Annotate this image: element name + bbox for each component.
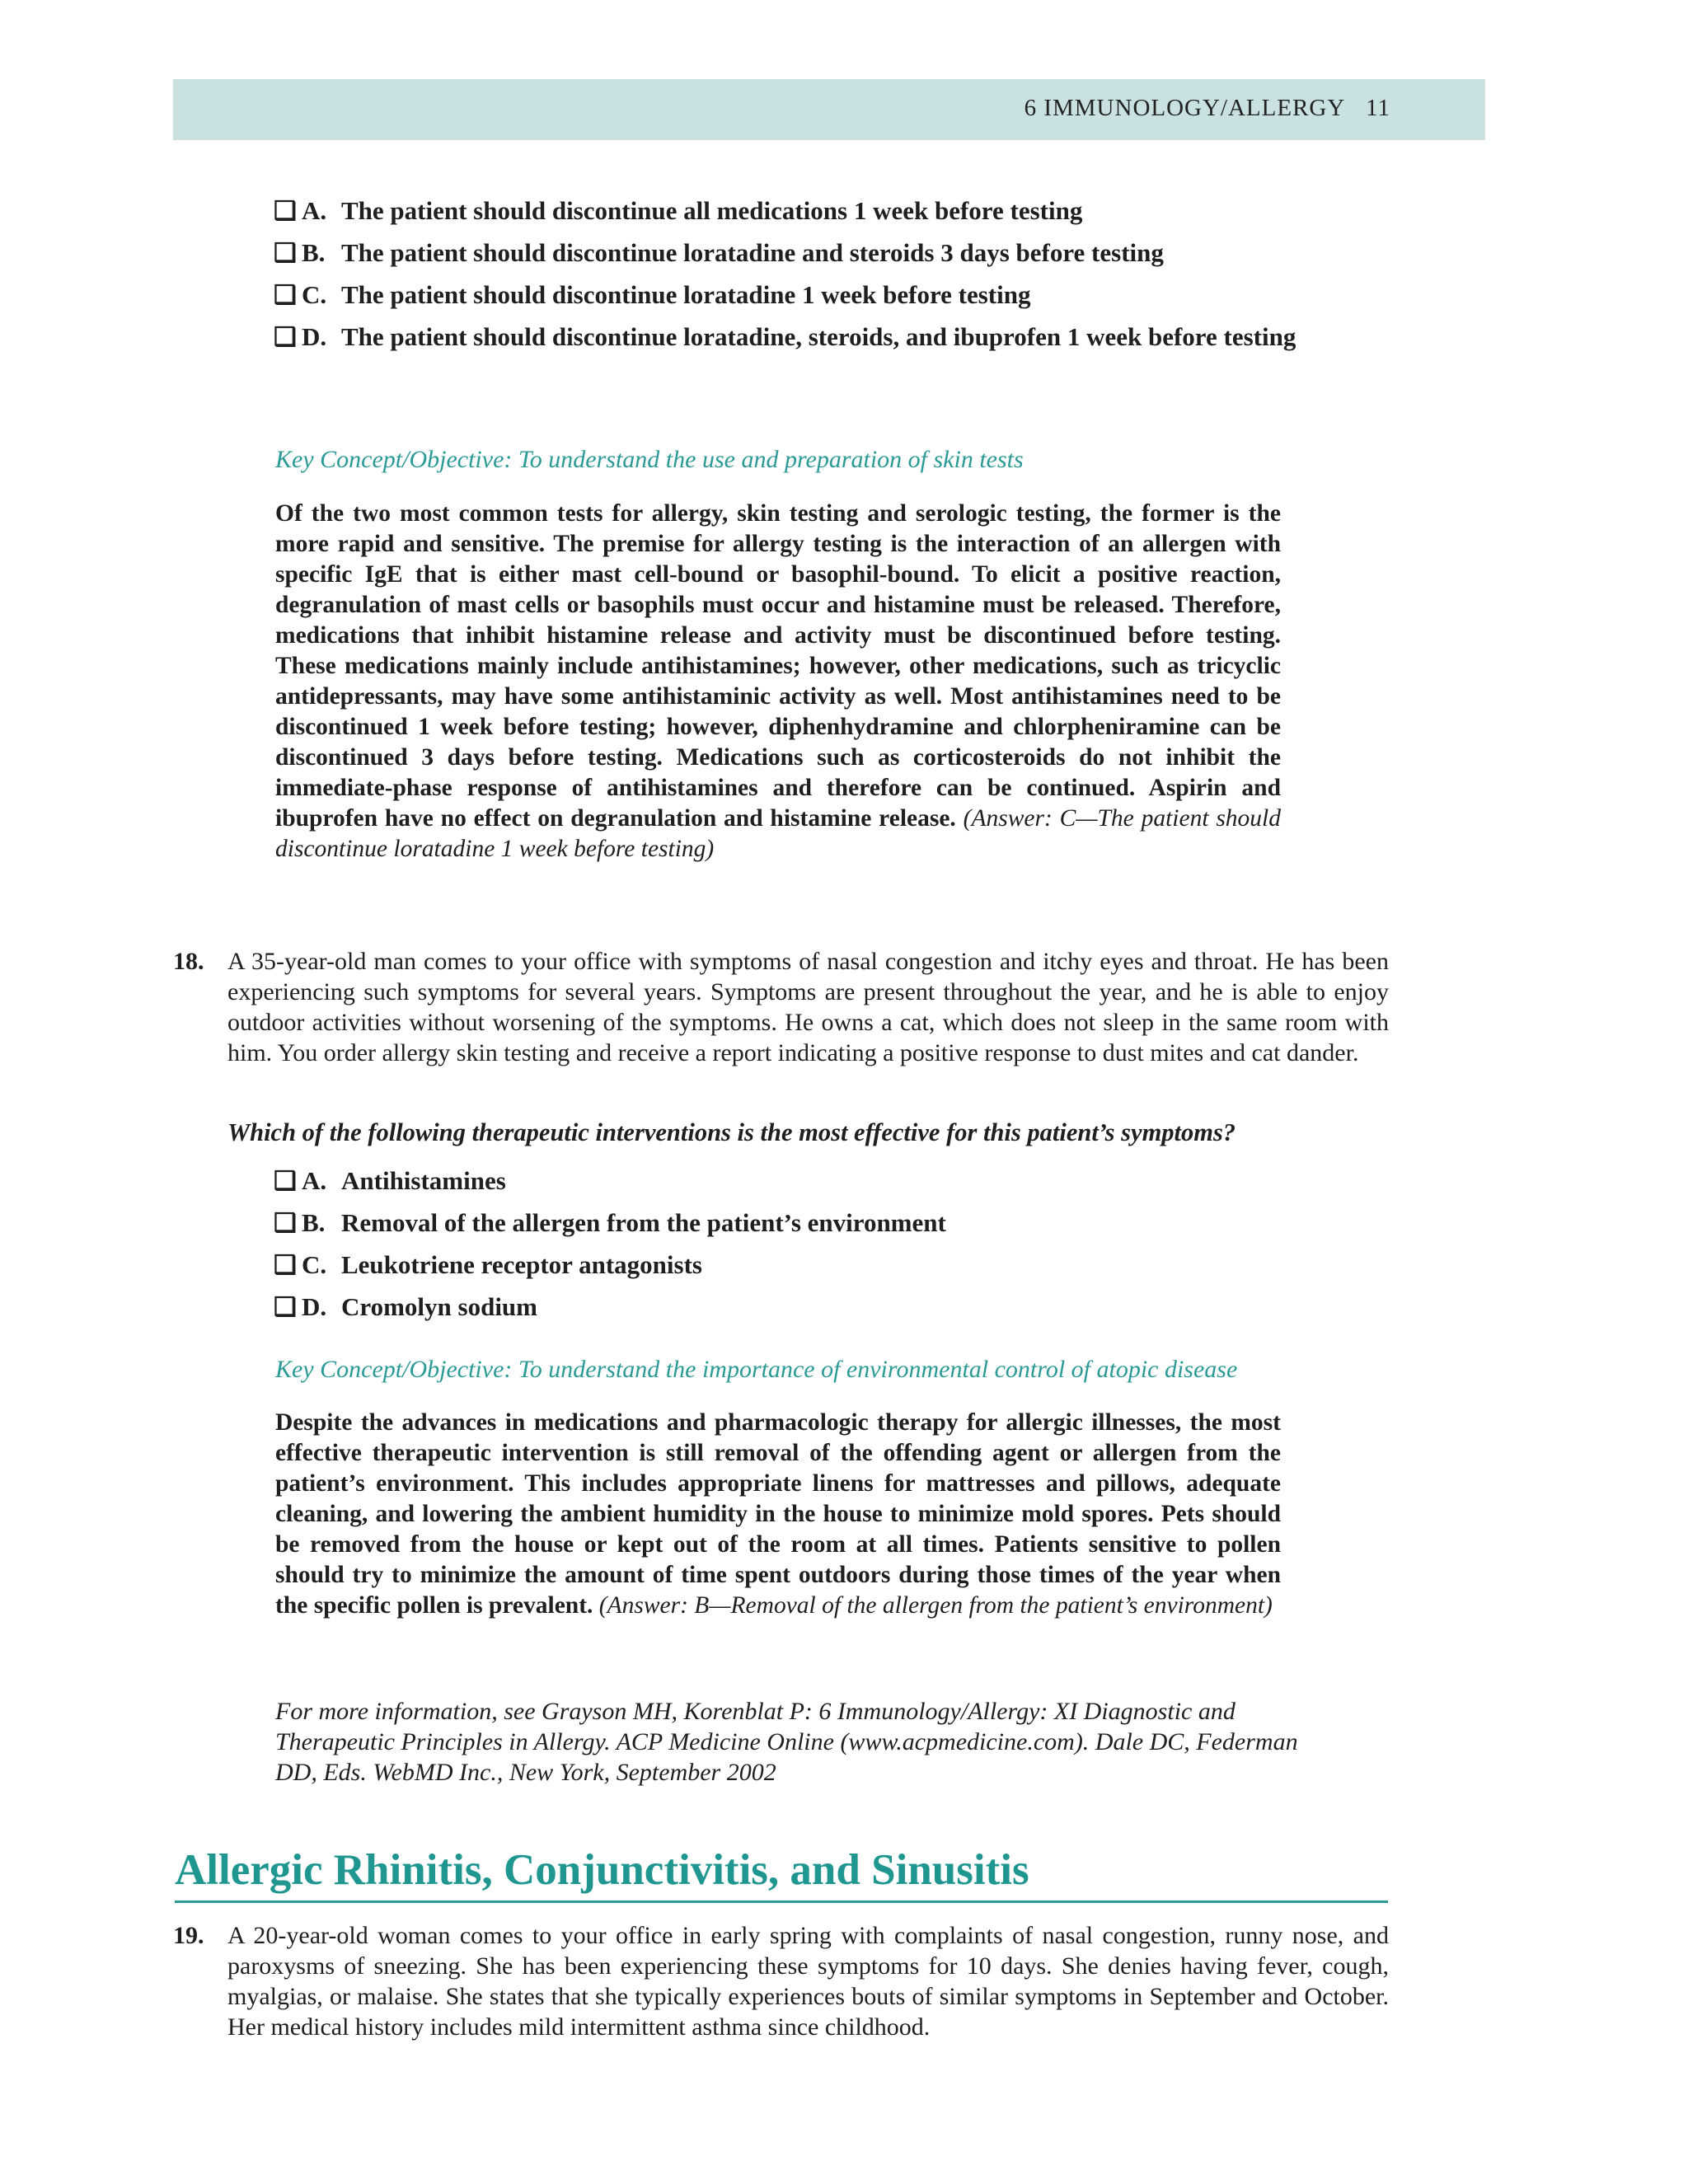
option-text: The patient should discontinue loratadine, steroids, and ibuprofen 1 week before testing xyxy=(341,322,1296,351)
question-stem: A 20-year-old woman comes to your office in early spring with complaints of nasal congestion, runny nose, and paroxysms of sneezing. She has been experiencing these symptoms for 10 days. She denies having fever, cough, myalgias, or malaise. She states that she typically experiences bouts of similar symptoms in September and October. Her medical history includes mild intermittent asthma since childhood. xyxy=(227,1922,1389,2041)
option-text: Leukotriene receptor antagonists xyxy=(341,1250,702,1279)
q17-option-c[interactable] xyxy=(274,279,1312,310)
answer-text: (Answer: B—Removal of the allergen from the patient’s environment) xyxy=(598,1592,1273,1619)
section-heading: Allergic Rhinitis, Conjunctivitis, and Sinusitis xyxy=(175,1846,1029,1894)
option-text: Antihistamines xyxy=(341,1166,506,1195)
option-letter: B. xyxy=(302,238,326,267)
option-letter: D. xyxy=(302,322,327,351)
explanation-text: Of the two most common tests for allergy, skin testing and serologic testing, the former is the more rapid and sensitive. The premise for allergy testing is the interaction of an allergen with specific IgE that is either mast cell-bound or basophil-bound. To elicit a positive reaction, degranulation of mast cells or basophils must occur and histamine must be released. Therefore, medications that inhibit histamine release and activity must be discontinued before testing. These medications mainly include antihistamines; however, other medications, such as tricyclic antidepressants, may have some antihistaminic activity as well. Most antihistamines need to be discontinued 1 week before testing; however, diphenhydramine and chlorpheniramine can be discontinued 3 days before testing. Medications such as corticosteroids do not inhibit the immediate-phase response of antihistamines and therefore can be continued. Aspirin and ibuprofen have no effect on degranulation and histamine release. xyxy=(275,500,1281,832)
q18-option-a[interactable] xyxy=(274,1165,1312,1196)
header-text xyxy=(1025,95,1390,122)
header-page-number: 11 xyxy=(1366,95,1390,121)
option-text: The patient should discontinue loratadine 1 week before testing xyxy=(341,280,1031,309)
option-text: The patient should discontinue all medications 1 week before testing xyxy=(341,196,1083,225)
option-letter: A. xyxy=(302,196,327,225)
option-text: Cromolyn sodium xyxy=(341,1292,537,1321)
option-letter: C. xyxy=(302,280,327,309)
running-header xyxy=(173,79,1485,140)
q17-option-a[interactable] xyxy=(274,195,1312,226)
q17-options xyxy=(274,195,1312,363)
answer-text: (Answer: C—The patient should discontinue loratadine 1 week before testing) xyxy=(275,805,1282,862)
checkbox-icon[interactable]: ❑ xyxy=(274,1250,297,1279)
question-18 xyxy=(173,946,1389,1068)
q17-option-d[interactable] xyxy=(274,321,1312,352)
question-number: 19. xyxy=(173,1922,204,1949)
q17-explanation xyxy=(275,499,1281,865)
checkbox-icon[interactable]: ❑ xyxy=(274,1208,297,1237)
q18-option-d[interactable] xyxy=(274,1291,1312,1322)
q18-option-b[interactable] xyxy=(274,1207,1312,1238)
q17-key-concept: Key Concept/Objective: To understand the use and preparation of skin tests xyxy=(275,446,1024,473)
option-letter: B. xyxy=(302,1208,326,1237)
checkbox-icon[interactable]: ❑ xyxy=(274,280,297,309)
question-stem: A 35-year-old man comes to your office with symptoms of nasal congestion and itchy eyes and throat. He has been experiencing such symptoms for several years. Symptoms are present throughout the year, and he is able to enjoy outdoor activities without worsening of the symptoms. He owns a cat, which does not sleep in the same room with him. You order allergy skin testing and receive a report indicating a positive response to dust mites and cat dander. xyxy=(227,948,1389,1066)
q18-prompt: Which of the following therapeutic interventions is the most effective for this patient’s symptoms? xyxy=(227,1118,1236,1146)
q18-explanation xyxy=(275,1408,1281,1621)
reference-note: For more information, see Grayson MH, Korenblat P: 6 Immunology/Allergy: XI Diagnostic and Therapeutic Principles in Allergy. ACP Medicine Online (www.acpmedicine.com). Dale DC, Federman DD, Eds. WebMD Inc., New York, September 2002 xyxy=(275,1698,1298,1786)
question-19 xyxy=(173,1920,1389,2042)
checkbox-icon[interactable]: ❑ xyxy=(274,238,297,267)
checkbox-icon[interactable]: ❑ xyxy=(274,1166,297,1195)
option-text: Removal of the allergen from the patient’s environment xyxy=(341,1208,946,1237)
option-letter: C. xyxy=(302,1250,327,1279)
option-text: The patient should discontinue loratadine and steroids 3 days before testing xyxy=(341,238,1164,267)
q17-option-b[interactable] xyxy=(274,237,1312,268)
q18-options xyxy=(274,1165,1312,1333)
option-letter: A. xyxy=(302,1166,327,1195)
q18-option-c[interactable] xyxy=(274,1249,1312,1280)
checkbox-icon[interactable]: ❑ xyxy=(274,322,297,351)
header-section: 6 IMMUNOLOGY/ALLERGY xyxy=(1024,95,1346,121)
option-letter: D. xyxy=(302,1292,327,1321)
explanation-text: Despite the advances in medications and pharmacologic therapy for allergic illnesses, the most effective therapeutic intervention is still removal of the offending agent or allergen from the patient’s environment. This includes appropriate linens for mattresses and pillows, adequate cleaning, and lowering the ambient humidity in the house to minimize mold spores. Pets should be removed from the house or kept out of the room at all times. Patients sensitive to pollen should try to minimize the amount of time spent outdoors during those times of the year when the specific pollen is prevalent. xyxy=(275,1409,1281,1619)
section-divider xyxy=(175,1900,1388,1903)
checkbox-icon[interactable]: ❑ xyxy=(274,196,297,225)
checkbox-icon[interactable]: ❑ xyxy=(274,1292,297,1321)
q18-key-concept: Key Concept/Objective: To understand the importance of environmental control of atopic disease xyxy=(275,1356,1238,1383)
question-number: 18. xyxy=(173,948,204,975)
